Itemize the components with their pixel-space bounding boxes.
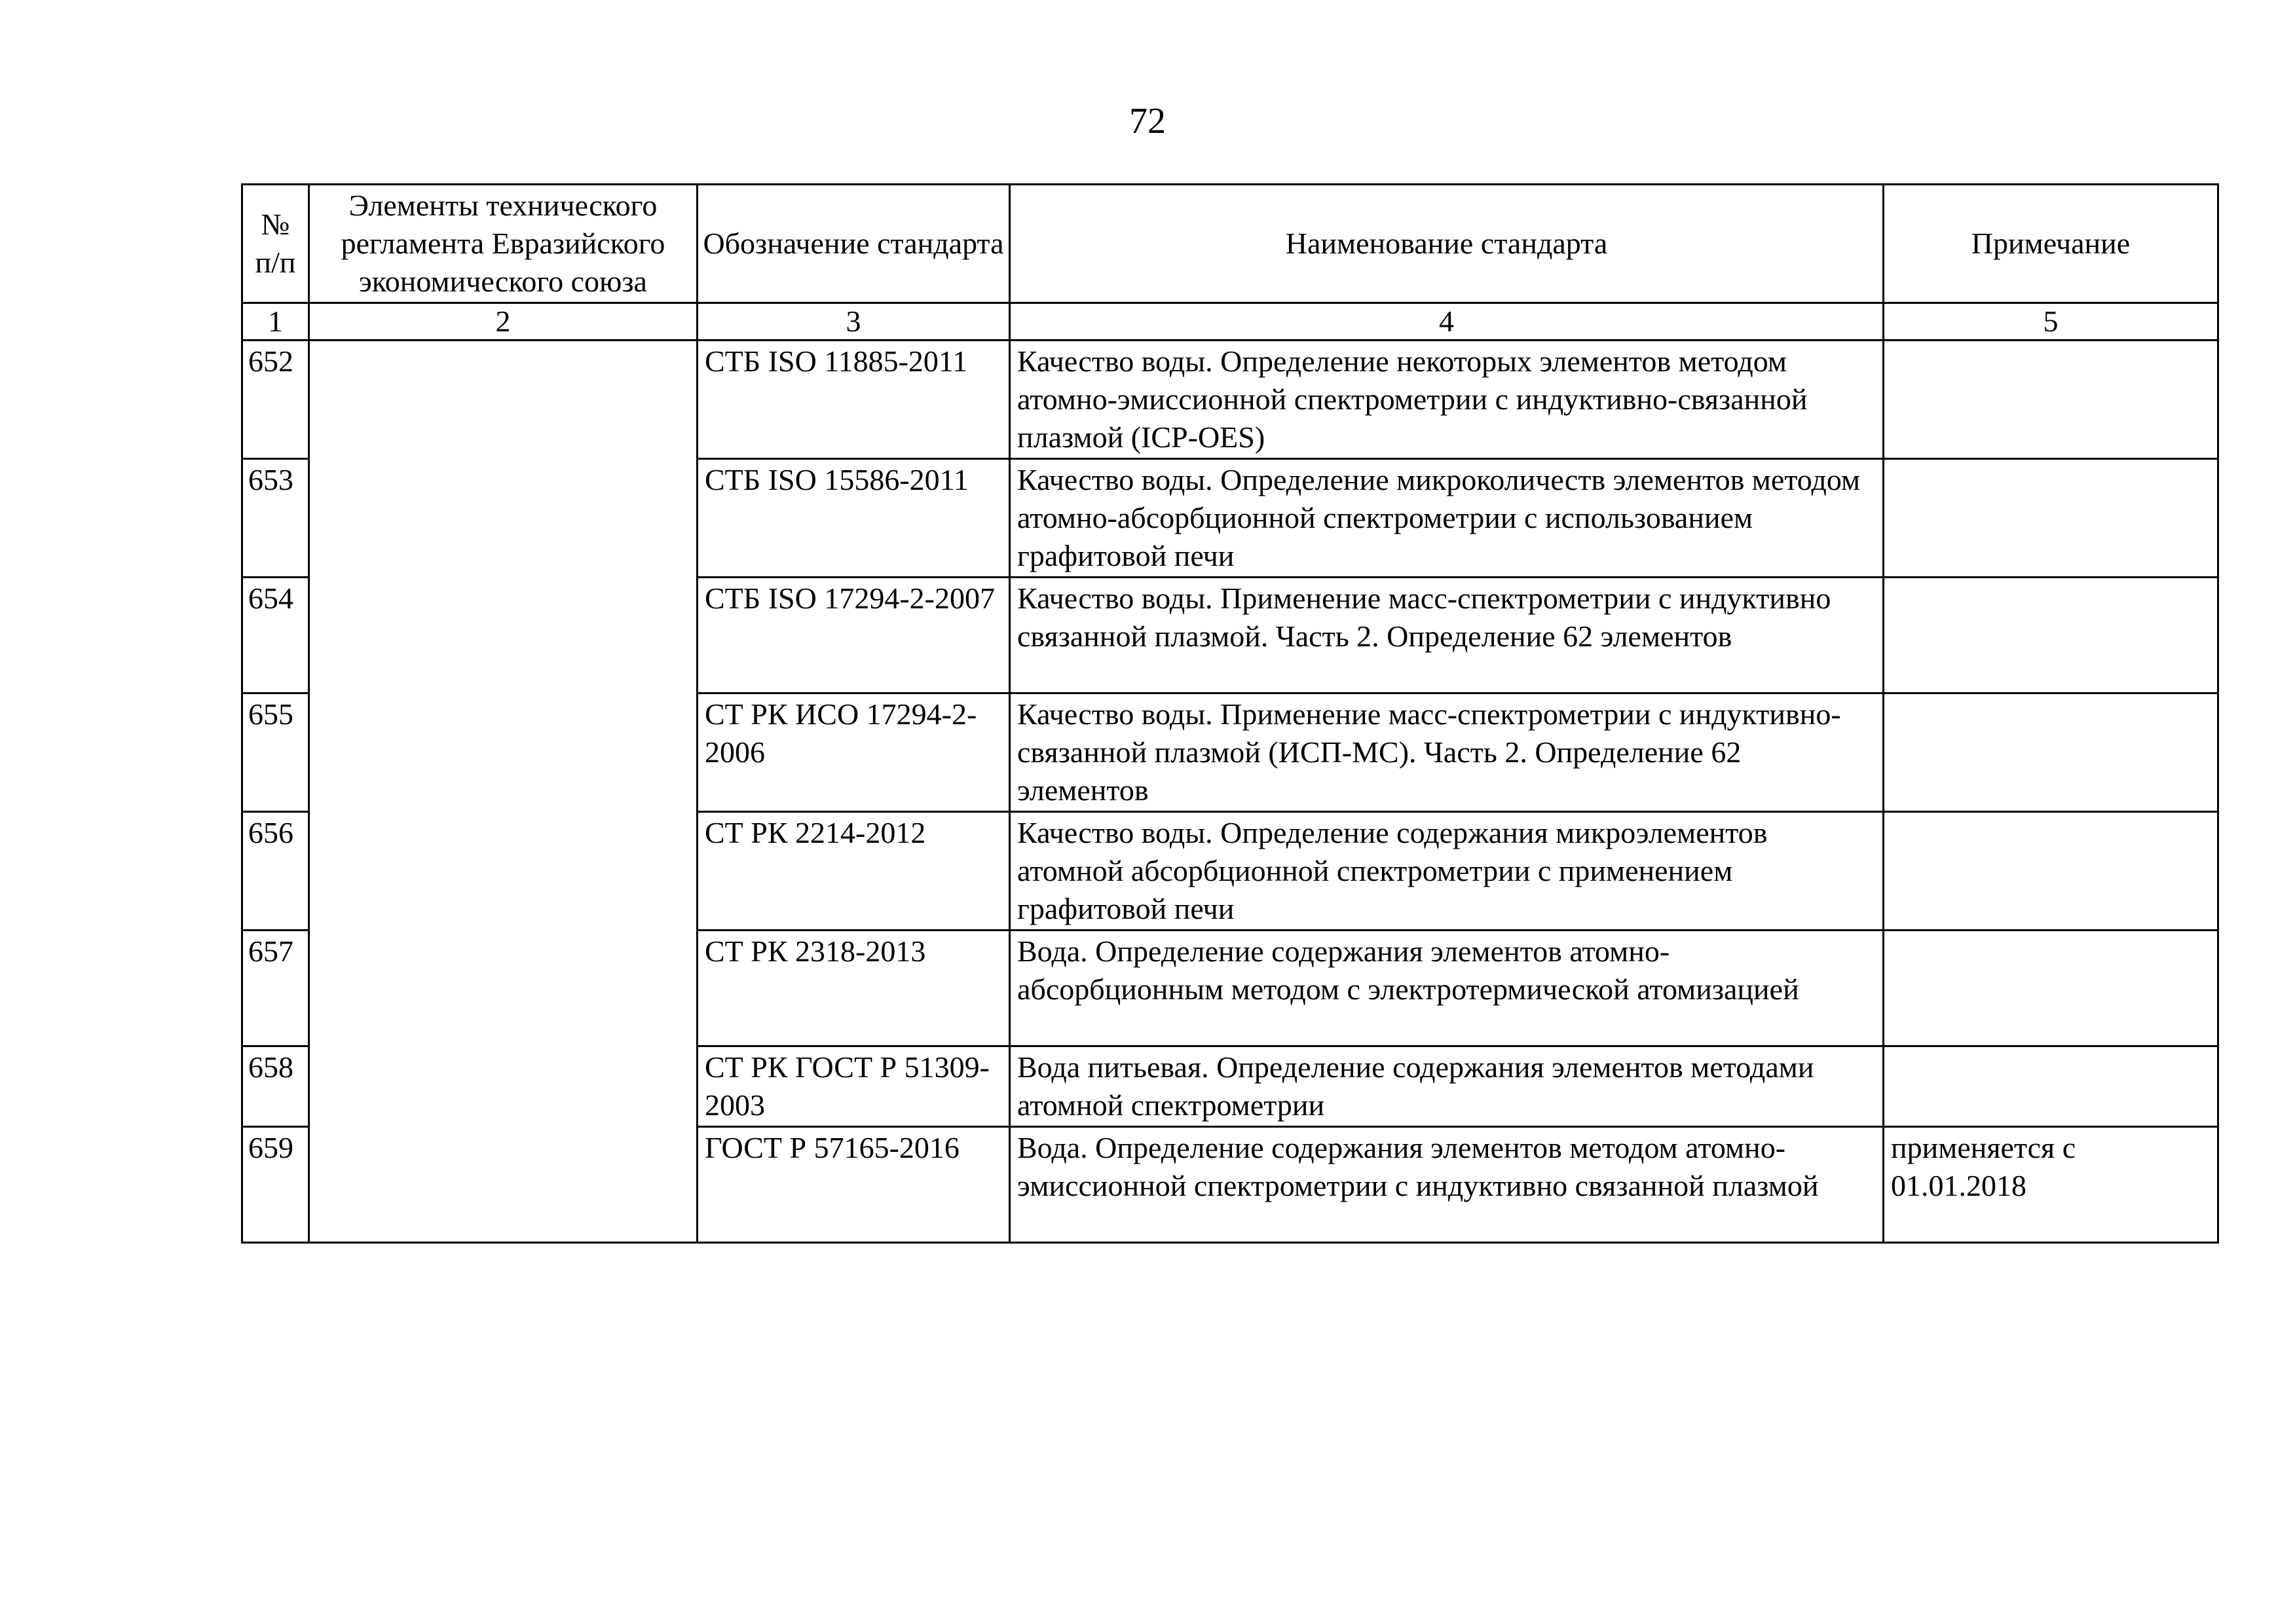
note-cell <box>1884 578 2218 693</box>
standard-name: Вода. Определение содержания элементов методом атомно-эмиссионной спектрометрии с индуктивно связанной плазмой <box>1010 1127 1884 1243</box>
header-standard-name: Наименование стандарта <box>1010 185 1884 303</box>
standard-designation: СТБ ISO 11885-2011 <box>698 341 1010 459</box>
row-number: 653 <box>242 459 309 578</box>
column-number: 2 <box>309 303 698 341</box>
column-number: 4 <box>1010 303 1884 341</box>
row-number: 658 <box>242 1046 309 1127</box>
standard-name: Качество воды. Определение некоторых элементов методом атомно-эмиссионной спектрометрии с индуктивно-связанной плазмой (ICP-OES) <box>1010 341 1884 459</box>
standard-designation: СТБ ISO 17294-2-2007 <box>698 578 1010 693</box>
table-header-row <box>242 185 2218 303</box>
row-number: 654 <box>242 578 309 693</box>
row-number: 652 <box>242 341 309 459</box>
standard-name: Качество воды. Определение содержания микроэлементов атомной абсорбционной спектрометрии с применением графитовой печи <box>1010 812 1884 931</box>
column-number: 1 <box>242 303 309 341</box>
standard-name: Качество воды. Применение масс-спектрометрии с индуктивно связанной плазмой. Часть 2. Определение 62 элементов <box>1010 578 1884 693</box>
note-cell <box>1884 1046 2218 1127</box>
row-number: 656 <box>242 812 309 931</box>
page-number: 72 <box>1129 101 1166 141</box>
note-cell <box>1884 931 2218 1046</box>
note-cell <box>1884 459 2218 578</box>
header-note: Примечание <box>1884 185 2218 303</box>
standard-designation: СТ РК ИСО 17294-2-2006 <box>698 693 1010 812</box>
note-cell <box>1884 693 2218 812</box>
header-element: Элементы технического регламента Евразийского экономического союза <box>309 185 698 303</box>
standard-designation: СТ РК ГОСТ Р 51309-2003 <box>698 1046 1010 1127</box>
column-number: 3 <box>698 303 1010 341</box>
row-number: 655 <box>242 693 309 812</box>
column-number: 5 <box>1884 303 2218 341</box>
standard-name: Качество воды. Определение микроколичеств элементов методом атомно-абсорбционной спектрометрии с использованием графитовой печи <box>1010 459 1884 578</box>
table-row <box>242 341 2218 459</box>
note-cell <box>1884 812 2218 931</box>
note-cell: применяется с 01.01.2018 <box>1884 1127 2218 1243</box>
standard-designation: СТБ ISO 15586-2011 <box>698 459 1010 578</box>
column-number-row <box>242 303 2218 341</box>
row-number: 657 <box>242 931 309 1046</box>
standard-designation: СТ РК 2214-2012 <box>698 812 1010 931</box>
standard-designation: ГОСТ Р 57165-2016 <box>698 1127 1010 1243</box>
standard-name: Вода питьевая. Определение содержания элементов методами атомной спектрометрии <box>1010 1046 1884 1127</box>
standard-name: Качество воды. Применение масс-спектрометрии с индуктивно-связанной плазмой (ИСП-МС). Часть 2. Определение 62 элементов <box>1010 693 1884 812</box>
standards-table <box>241 183 2219 1244</box>
element-cell <box>309 341 698 1243</box>
note-cell <box>1884 341 2218 459</box>
standard-name: Вода. Определение содержания элементов атомно-абсорбционным методом с электротермической атомизацией <box>1010 931 1884 1046</box>
header-designation: Обозначение стандарта <box>698 185 1010 303</box>
header-number: № п/п <box>242 185 309 303</box>
standard-designation: СТ РК 2318-2013 <box>698 931 1010 1046</box>
row-number: 659 <box>242 1127 309 1243</box>
